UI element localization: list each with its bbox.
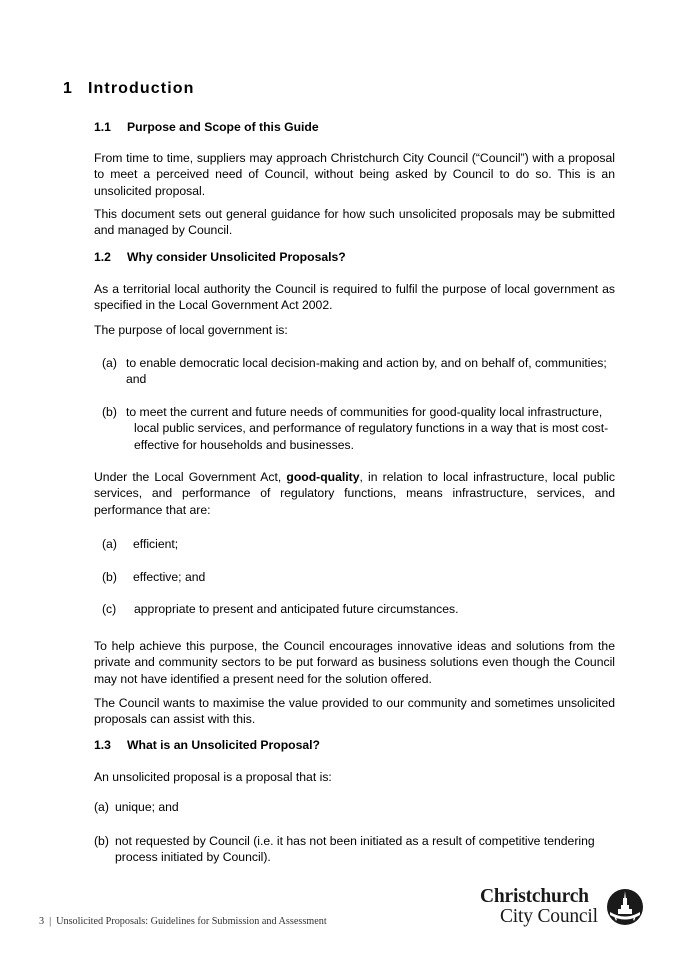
- list-text: not requested by Council (i.e. it has not been initiated as a result of competitive tendering: [115, 834, 595, 848]
- list-label: (c): [102, 602, 117, 616]
- list-text: to meet the current and future needs of communities for good-quality local infrastructure,: [126, 405, 603, 419]
- list-item: [102, 569, 522, 586]
- list-label: (b): [102, 405, 117, 419]
- list-label: (a): [102, 356, 117, 370]
- list-text: efficient;: [133, 537, 179, 551]
- list-text: effective; and: [133, 570, 206, 584]
- page-number: 3: [39, 916, 45, 927]
- list-item: [94, 833, 614, 867]
- council-logo: [480, 886, 645, 931]
- footer-separator: |: [49, 916, 52, 927]
- paragraph: From time to time, suppliers may approach Christchurch City Council (“Council”) with a proposal to meet a perceived need of Council, without being asked by Council to do so. This is an unsolicited proposal.: [94, 151, 615, 198]
- list-text: to enable democratic local decision-making and action by, and on behalf of, communities;: [126, 356, 607, 370]
- list-item: [102, 355, 622, 389]
- list-label: (a): [102, 537, 117, 551]
- paragraph: Under the Local Government Act, good-quality, in relation to local infrastructure, local public services, and performance of regulatory functions, means infrastructure, services, and performance that are:: [94, 470, 615, 517]
- paragraph: The purpose of local government is:: [94, 323, 288, 337]
- list-item: [94, 799, 614, 816]
- cathedral-emblem-icon: [606, 888, 644, 926]
- subsection-title: Why consider Unsolicited Proposals?: [127, 250, 346, 264]
- list-label: (a): [94, 800, 109, 814]
- subsection-heading-1-2: [94, 250, 346, 264]
- subsection-heading-1-1: [94, 120, 319, 134]
- page-footer: [39, 916, 327, 927]
- logo-text-line1: Christchurch: [480, 886, 589, 907]
- subsection-title: What is an Unsolicited Proposal?: [127, 738, 320, 752]
- section-number: 1: [63, 80, 73, 97]
- paragraph: As a territorial local authority the Council is required to fulfil the purpose of local government as specified in the Local Government Act 2002.: [94, 282, 615, 313]
- list-label: (b): [94, 834, 109, 848]
- subsection-number: 1.2: [94, 250, 111, 264]
- subsection-heading-1-3: [94, 738, 320, 752]
- list-item: [102, 601, 522, 618]
- list-text: effective for households and businesses.: [134, 437, 354, 452]
- bold-term: good-quality: [286, 470, 360, 484]
- list-text: local public services, and performance of regulatory functions in a way that is most cost-: [134, 421, 609, 436]
- paragraph: An unsolicited proposal is a proposal that is:: [94, 770, 332, 784]
- paragraph: To help achieve this purpose, the Council encourages innovative ideas and solutions from the private and community sectors to be put forward as business solutions even though the Council may not have identified a present need for the solution offered.: [94, 639, 615, 686]
- subsection-number: 1.3: [94, 738, 111, 752]
- paragraph: The Council wants to maximise the value provided to our community and sometimes unsolicited proposals can assist with this.: [94, 696, 615, 727]
- list-text: unique; and: [115, 800, 179, 814]
- section-title: Introduction: [88, 80, 195, 97]
- subsection-title: Purpose and Scope of this Guide: [127, 120, 319, 134]
- list-text: appropriate to present and anticipated future circumstances.: [134, 602, 459, 616]
- paragraph: This document sets out general guidance for how such unsolicited proposals may be submitted and managed by Council.: [94, 207, 615, 238]
- list-item: [102, 404, 622, 454]
- logo-text-line2: City Council: [500, 906, 598, 927]
- list-text: and: [126, 372, 147, 387]
- subsection-number: 1.1: [94, 120, 111, 134]
- section-heading: [63, 80, 195, 98]
- list-label: (b): [102, 570, 117, 584]
- footer-doc-title: Unsolicited Proposals: Guidelines for Submission and Assessment: [56, 916, 327, 927]
- list-item: [102, 536, 522, 553]
- list-text: process initiated by Council).: [115, 850, 271, 865]
